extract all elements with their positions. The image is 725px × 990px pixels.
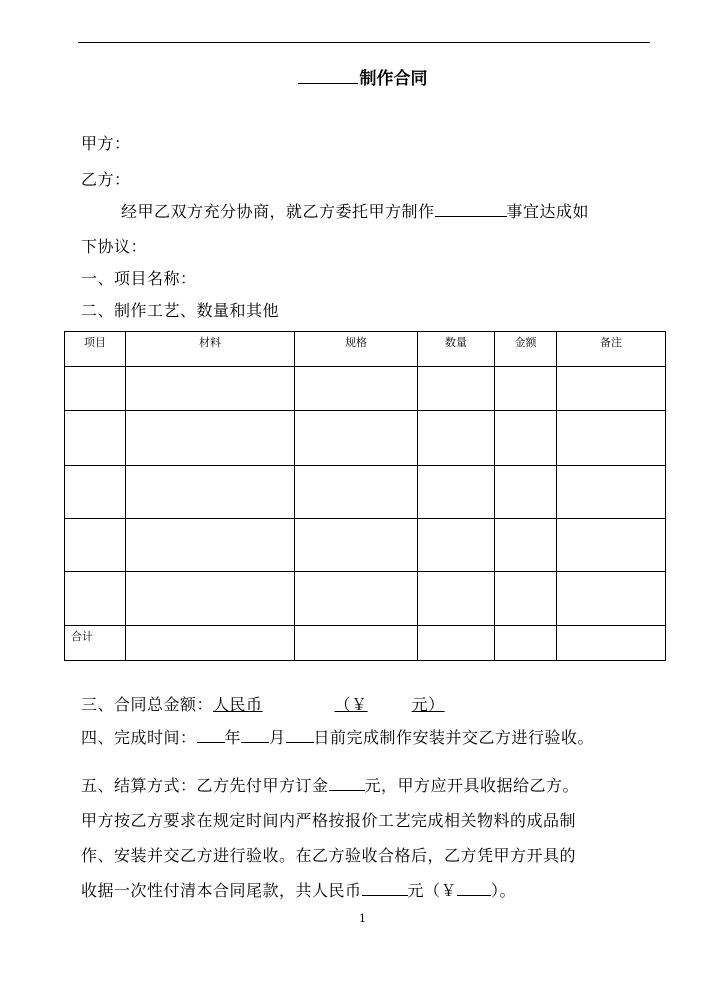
col-header-item: 项目 <box>65 332 126 367</box>
table-cell[interactable] <box>495 367 557 411</box>
section-4 <box>81 725 594 748</box>
table-cell[interactable] <box>495 519 557 572</box>
month-blank[interactable] <box>241 728 269 743</box>
table-row <box>65 411 666 466</box>
section-5-text-a: 五、结算方式：乙方先付甲方订金 <box>81 776 329 795</box>
table-row <box>65 367 666 411</box>
table-cell[interactable] <box>557 572 666 626</box>
total-amount-field[interactable] <box>213 695 445 714</box>
table-cell[interactable] <box>295 572 418 626</box>
intro-text: 经甲乙双方充分协商，就乙方委托甲方制作 <box>121 202 435 221</box>
table-cell[interactable] <box>295 411 418 466</box>
balance-yen-blank[interactable] <box>457 881 491 896</box>
section-1-label: 一、项目名称： <box>81 269 197 288</box>
table-row <box>65 466 666 519</box>
table-cell[interactable] <box>295 367 418 411</box>
table-cell[interactable] <box>295 519 418 572</box>
paren-open: （ <box>334 695 352 714</box>
section-5-text-4b: 元（￥ <box>407 881 458 900</box>
section-3-label: 三、合同总金额： <box>81 695 214 714</box>
table-cell[interactable] <box>126 411 295 466</box>
table-cell[interactable] <box>557 519 666 572</box>
day-blank[interactable] <box>286 728 314 743</box>
intro-cont-text: 下协议： <box>81 237 148 256</box>
section-5-line-1 <box>81 773 579 796</box>
table-cell[interactable] <box>418 572 495 626</box>
table-cell[interactable] <box>65 466 126 519</box>
party-a-label: 甲方： <box>81 134 131 153</box>
section-5-text-b: 元，甲方应开具收据给乙方。 <box>364 776 580 795</box>
section-5-text-2: 甲方按乙方要求在规定时间内严格按报价工艺完成相关物料的成品制 <box>81 811 577 830</box>
table-cell[interactable] <box>418 367 495 411</box>
table-cell[interactable] <box>65 572 126 626</box>
document-title <box>0 64 725 89</box>
table-cell[interactable] <box>557 367 666 411</box>
yuan-close: 元） <box>411 695 445 714</box>
col-header-spec: 规格 <box>295 332 418 367</box>
section-5-text-4a: 收据一次性付清本合同尾款，共人民币 <box>81 881 362 900</box>
party-b-line <box>81 167 131 190</box>
party-a-line <box>81 131 131 154</box>
table-cell[interactable] <box>126 519 295 572</box>
section-5-line-3 <box>81 843 576 866</box>
table-cell[interactable] <box>65 519 126 572</box>
table-cell[interactable] <box>557 466 666 519</box>
page-number: 1 <box>359 912 366 925</box>
table-cell[interactable] <box>126 572 295 626</box>
table-cell[interactable] <box>495 466 557 519</box>
party-b-label: 乙方： <box>81 170 131 189</box>
section-5-text-4c: ）。 <box>491 881 517 900</box>
table-cell[interactable] <box>495 411 557 466</box>
table-row <box>65 572 666 626</box>
section-1 <box>81 266 197 289</box>
project-blank[interactable] <box>435 202 507 217</box>
section-4-label: 四、完成时间： <box>81 728 197 747</box>
month-text: 月 <box>269 728 286 747</box>
rmb-text: 人民币 <box>213 695 263 714</box>
table-cell[interactable] <box>495 626 557 661</box>
intro-continued <box>81 234 147 257</box>
header-rule <box>78 42 650 43</box>
table-cell[interactable] <box>418 519 495 572</box>
table-cell[interactable] <box>65 367 126 411</box>
table-row <box>65 519 666 572</box>
deposit-blank[interactable] <box>329 776 365 791</box>
table-cell[interactable] <box>418 466 495 519</box>
section-5-line-2 <box>81 808 576 831</box>
table-total-row <box>65 626 666 661</box>
table-cell[interactable] <box>495 572 557 626</box>
intro-line <box>121 199 589 222</box>
items-table <box>64 331 666 661</box>
total-label: 合计 <box>65 626 126 661</box>
col-header-material: 材料 <box>126 332 295 367</box>
table-cell[interactable] <box>418 411 495 466</box>
year-text: 年 <box>224 728 242 747</box>
table-header-row <box>65 332 666 367</box>
table-cell[interactable] <box>126 466 295 519</box>
section-5-text-3: 作、安装并交乙方进行验收。在乙方验收合格后，乙方凭甲方开具的 <box>81 846 577 865</box>
section-4-rest: 日前完成制作安装并交乙方进行验收。 <box>313 728 595 747</box>
table-cell[interactable] <box>126 367 295 411</box>
year-blank[interactable] <box>197 728 225 743</box>
section-2-label: 二、制作工艺、数量和其他 <box>81 301 280 320</box>
section-2 <box>81 298 279 321</box>
col-header-remarks: 备注 <box>557 332 666 367</box>
intro-text-after: 事宜达成如 <box>506 202 590 221</box>
col-header-quantity: 数量 <box>418 332 495 367</box>
balance-rmb-blank[interactable] <box>362 881 408 896</box>
table-cell[interactable] <box>65 411 126 466</box>
title-text: 制作合同 <box>359 69 428 89</box>
title-blank[interactable] <box>298 69 358 84</box>
table-cell[interactable] <box>418 626 495 661</box>
section-3 <box>81 692 445 715</box>
col-header-amount: 金额 <box>495 332 557 367</box>
table-cell[interactable] <box>557 626 666 661</box>
yen-symbol: ￥ <box>351 695 368 714</box>
table-cell[interactable] <box>295 626 418 661</box>
table-cell[interactable] <box>557 411 666 466</box>
table-cell[interactable] <box>126 626 295 661</box>
table-cell[interactable] <box>295 466 418 519</box>
section-5-line-4 <box>81 878 516 901</box>
